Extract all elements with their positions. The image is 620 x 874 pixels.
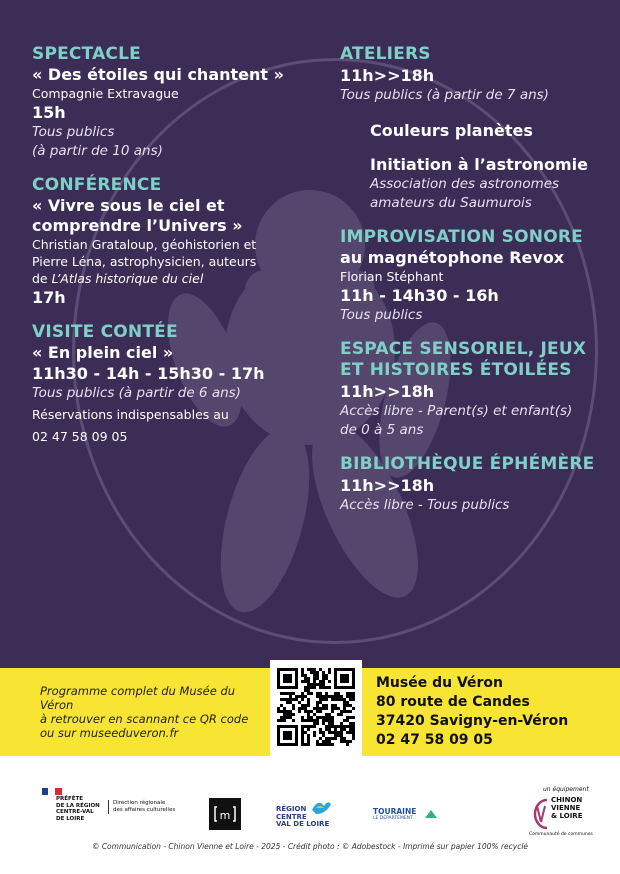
visite-booking: Réservations indispensables au — [32, 407, 229, 422]
spectacle-title: « Des étoiles qui chantent » — [32, 65, 284, 84]
workshop-couleurs-planetes: Couleurs planètes — [370, 121, 533, 140]
cc-line-2: VIENNE — [551, 804, 581, 812]
museum-phone: 02 47 58 09 05 — [376, 732, 493, 748]
visite-times: 11h30 - 14h - 15h30 - 17h — [32, 364, 265, 383]
museum-m-logo — [209, 798, 241, 830]
bibliotheque-section — [340, 454, 615, 515]
improvisation-artist: Florian Stéphant — [340, 269, 444, 284]
touraine-line-2: LE DÉPARTEMENT — [373, 816, 413, 821]
info-banner — [0, 668, 620, 756]
prefet-line-4: DE LOIRE — [56, 815, 85, 822]
workshop-initiation-astronomie: Initiation à l’astronomie — [370, 155, 589, 174]
program-note-line-3: ou sur museeduveron.fr — [40, 726, 179, 740]
region-centre-logo — [276, 798, 336, 834]
museum-street: 80 route de Candes — [376, 694, 530, 710]
bibliotheque-heading: BIBLIOTHÈQUE ÉPHÉMÈRE — [340, 454, 595, 474]
sensoriel-section — [340, 339, 615, 440]
ateliers-section — [340, 44, 615, 213]
visite-phone: 02 47 58 09 05 — [32, 429, 128, 444]
partner-footer — [0, 756, 620, 874]
svg-text:m: m — [219, 809, 231, 822]
improvisation-audience: Tous publics — [340, 307, 423, 323]
conference-book-title: L’Atlas historique du ciel — [51, 271, 204, 286]
cc-tag: un équipement — [543, 786, 589, 793]
improvisation-section — [340, 227, 615, 325]
prefet-line-1: PRÉFÈTE — [56, 796, 84, 802]
conference-speakers-line-1: Christian Grataloup, géohistorien et — [32, 237, 257, 252]
credit-line: © Communication - Chinon Vienne et Loire - 2025 - Crédit photo : © Adobestock - Imprimé sur papier 100% recyclé — [91, 842, 529, 851]
improvisation-times: 11h - 14h30 - 16h — [340, 286, 499, 305]
sensoriel-heading-line-1: ESPACE SENSORIEL, JEUX — [340, 339, 587, 359]
conference-speakers-line-3 — [32, 270, 322, 287]
touraine-wave-icon — [425, 808, 437, 820]
drac-line-1: Direction régionale — [113, 800, 166, 806]
qr-code[interactable] — [270, 660, 362, 756]
ateliers-audience: Tous publics (à partir de 7 ans) — [340, 87, 549, 103]
qr-code-icon — [277, 668, 355, 746]
program-note-line-2: à retrouver en scannant ce QR code — [40, 712, 249, 726]
conference-time: 17h — [32, 288, 66, 307]
museum-address — [376, 674, 568, 750]
visite-heading: VISITE CONTÉE — [32, 322, 178, 342]
prefet-line-3: CENTRE-VAL — [56, 809, 94, 815]
left-column — [32, 44, 322, 459]
cc-line-1: CHINON — [551, 796, 583, 804]
m-bracket-icon — [209, 798, 241, 830]
chinon-vienne-loire-logo — [527, 786, 617, 842]
conference-title-line-1: « Vivre sous le ciel et — [32, 196, 225, 215]
visite-audience: Tous publics (à partir de 6 ans) — [32, 385, 241, 401]
region-line-3: VAL DE LOIRE — [276, 820, 330, 828]
program-note — [40, 684, 265, 740]
right-column — [340, 44, 615, 529]
prefecture-logo — [38, 788, 180, 832]
drac-line-2: des affaires culturelles — [113, 807, 176, 813]
visite-section — [32, 322, 322, 445]
conference-heading: CONFÉRENCE — [32, 175, 162, 195]
touraine-line-1: TOURAINE — [373, 807, 417, 816]
program-note-line-1: Programme complet du Musée du Véron — [40, 684, 236, 712]
conference-speakers-prefix: de — [32, 271, 52, 286]
cv-monogram-icon — [529, 796, 551, 832]
sensoriel-access-line-2: de 0 à 5 ans — [340, 422, 424, 438]
region-line-2: CENTRE — [276, 812, 307, 821]
conference-speakers-line-2: Pierre Léna, astrophysicien, auteurs — [32, 254, 257, 269]
museum-name: Musée du Véron — [376, 675, 504, 691]
museum-city: 37420 Savigny-en-Véron — [376, 713, 569, 729]
workshop-organizer-line-2: amateurs du Saumurois — [370, 195, 532, 211]
touraine-logo — [373, 808, 443, 828]
marianne-flag-icon — [42, 788, 62, 795]
bibliotheque-time: 11h>>18h — [340, 476, 435, 495]
visite-title: « En plein ciel » — [32, 343, 174, 362]
sensoriel-time: 11h>>18h — [340, 382, 435, 401]
improvisation-heading: IMPROVISATION SONORE — [340, 227, 583, 247]
region-line-1: RÉGION — [276, 805, 307, 813]
spectacle-audience: Tous publics — [32, 124, 115, 140]
spectacle-audience-age: (à partir de 10 ans) — [32, 143, 163, 159]
cc-line-3: & LOIRE — [551, 812, 583, 820]
spectacle-heading: SPECTACLE — [32, 44, 141, 64]
sensoriel-heading-line-2: ET HISTOIRES ÉTOILÉES — [340, 360, 572, 380]
cc-line-4: Communauté de communes — [529, 832, 593, 837]
ateliers-heading: ATELIERS — [340, 44, 431, 64]
spectacle-time: 15h — [32, 103, 66, 122]
sensoriel-access-line-1: Accès libre - Parent(s) et enfant(s) — [340, 403, 573, 419]
spectacle-company: Compagnie Extravague — [32, 86, 179, 101]
ateliers-time: 11h>>18h — [340, 66, 435, 85]
spectacle-section — [32, 44, 322, 161]
improvisation-title: au magnétophone Revox — [340, 248, 565, 267]
bibliotheque-access: Accès libre - Tous publics — [340, 497, 510, 513]
conference-section — [32, 175, 322, 308]
workshop-organizer-line-1: Association des astronomes — [370, 176, 560, 192]
conference-title-line-2: comprendre l’Univers » — [32, 216, 243, 235]
prefet-line-2: DE LA RÉGION — [56, 802, 100, 809]
